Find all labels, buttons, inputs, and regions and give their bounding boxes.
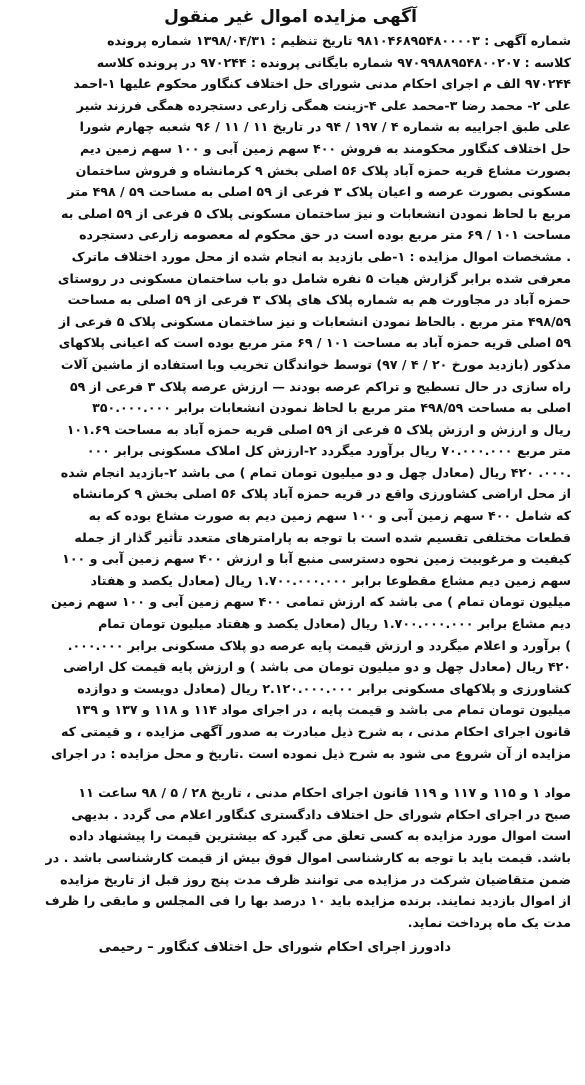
text-line: کیفیت و مرغوبیت زمین نحوه دسترسی منبع آبا و ارزش ۴۰۰ سهم زمین آبی و ۱۰۰ bbox=[62, 551, 571, 567]
text-line: حمزه آباد در مجاورت هم به شماره پلاک های پلاک ۳ فرعی از ۵۹ اصلی به مساحت bbox=[67, 292, 571, 308]
text-line: مساحت ۱۰۱ / ۶۹ متر مربع بوده است در حق محکوم له معصومه زارعی دستجرده bbox=[79, 227, 571, 243]
text-line: میلیون تومان تمام می باشد و قیمت پایه ، در اجرای مواد ۱۱۴ و ۱۱۸ و ۱۳۷ و ۱۳۹ bbox=[74, 702, 571, 718]
paragraph-gap bbox=[10, 764, 571, 782]
text-line: دیم مشاع برابر ۱.۷۰۰.۰۰۰.۰۰۰ ریال (معادل یکصد و هفتاد میلیون تومان تمام bbox=[98, 616, 571, 632]
text-line: کلاسه : ۹۷۰۹۹۸۸۹۵۴۸۰۰۲۰۷ شماره بایگانی پرونده : ۹۷۰۲۴۴ در پرونده کلاسه bbox=[96, 54, 571, 70]
text-line: مواد ۱ و ۱۱۵ و ۱۱۷ و ۱۱۹ قانون اجرای احکام مدنی ، تاریخ ۲۸ / ۵ / ۹۸ ساعت ۱۱ bbox=[78, 785, 571, 801]
text-line: باشد. قیمت باید با توجه به کارشناسی اموال فوق بیش از قیمت کارشناسی باشد . در bbox=[45, 849, 571, 865]
notice-title: آگهی مزایده اموال غیر منقول bbox=[164, 7, 417, 27]
text-line: ضمن متقاضیان شرکت در مزایده می توانند ظرف مدت پنج روز قبل از تاریخ مزایده bbox=[60, 871, 571, 887]
text-line: میلیون تومان تمام ) می باشد که ارزش تمامی ۴۰۰ سهم زمین آبی و ۱۰۰ سهم زمین bbox=[50, 594, 571, 610]
text-line: ) برآورد و اعلام میگردد و ارزش قیمت پایه عرصه دو پلاک مسکونی برابر ۰۰۰.۰۰۰. bbox=[67, 637, 571, 653]
text-line: کشاورزی و پلاکهای مسکونی برابر ۲.۱۲۰.۰۰۰.۰۰۰ ریال (معادل دویست و دوازده bbox=[77, 680, 571, 696]
text-line: که شامل ۴۰۰ سهم زمین آبی و ۱۰۰ سهم زمین دیم به صورت مشاع بوده که به bbox=[88, 508, 571, 524]
text-line: ۴۲۰ ریال (معادل چهل و دو میلیون تومان می باشد ) و ارزش پایه قیمت کل اراضی bbox=[63, 659, 571, 675]
text-line: است اموال مورد مزایده به کسی تعلق می گیرد که بیشترین قیمت را پیشنهاد داده bbox=[69, 828, 571, 844]
text-line: .۰۰۰. ۴۲۰ ریال (معادل چهل و دو میلیون تومان تمام ) می باشد ۲-بازدید انجام شده bbox=[60, 464, 571, 480]
text-line: مربع با لحاظ نمودن انشعابات و نیز ساختمان مسکونی پلاک ۵ فرعی از ۵۹ اصلی به bbox=[61, 205, 571, 221]
notice-paragraph-2 bbox=[10, 782, 571, 933]
text-line: مدت یک ماه پرداخت نماید. bbox=[407, 914, 571, 930]
text-line: ۵۹ اصلی قریه حمزه آباد به مساحت ۱۰۱ / ۶۹ متر مربع بوده است که اعیانی پلاکهای bbox=[58, 335, 571, 351]
text-line: قطعات مختلفی تقسیم شده است با توجه به پارامترهای متعدد تأثیر گذار از جمله bbox=[74, 529, 571, 545]
text-line: سهم زمین دیم مشاع مقطوعا برابر ۱.۷۰۰.۰۰۰.۰۰۰ ریال (معادل یکصد و هفتاد bbox=[90, 572, 571, 588]
text-line: قانون اجرای احکام مدنی ، به شرح ذیل مبادرت به صدور آگهی مزایده ، و قیمتی که bbox=[61, 724, 571, 739]
signature: دادورز اجرای احکام شورای حل اختلاف کنگاور – رحیمی bbox=[98, 940, 451, 956]
text-line: مسکونی بصورت عرصه و اعیان پلاک ۳ فرعی از ۵۹ اصلی به مساحت ۵۹ / ۴۹۸ متر bbox=[67, 184, 571, 200]
text-line: راه سازی در حال تسطیح و تراکم عرصه بودند — ارزش عرصه پلاک ۳ فرعی از ۵۹ bbox=[69, 378, 571, 394]
text-line: حل اختلاف کنگاور محکومند به فروش ۴۰۰ سهم زمین آبی و ۱۰۰ سهم زمین دیم bbox=[80, 140, 571, 156]
text-line: معرفی شده برابر گزارش هیات ۵ نفره شامل دو باب ساختمان مسکونی در روستای bbox=[57, 270, 571, 286]
text-line: ریال و ارزش و ارزش پلاک ۵ فرعی از ۵۹ اصلی قریه حمزه آباد به مساحت ۱۰۱.۶۹ bbox=[66, 421, 571, 437]
notice-paragraph-1 bbox=[10, 30, 571, 764]
text-line: ۴۹۸/۵۹ متر مربع . بالحاظ نمودن انشعابات و نیز ساختمان مسکونی پلاک ۵ فرعی از bbox=[58, 313, 571, 329]
text-line: اصلی به مساحت ۴۹۸/۵۹ متر مربع با لحاظ نمودن انشعابات برابر ۳۵۰.۰۰۰.۰۰۰ bbox=[92, 400, 571, 416]
text-line: مزایده از آن شروع می شود به شرح ذیل نموده است .تاریخ و محل مزایده : در اجرای bbox=[50, 745, 571, 761]
text-line: بصورت مشاع قریه حمزه آباد پلاک ۵۶ اصلی بخش ۹ کرمانشاه و فروش ساختمان bbox=[75, 162, 571, 178]
text-line: علی ۲- محمد رضا ۳-محمد علی ۴-زینت همگی زارعی دستجرده همگی فرزند شیر bbox=[76, 97, 571, 113]
text-line: صبح در اجرای احکام شورای حل اختلاف دادگستری کنگاور اعلام می گردد . بدیهی bbox=[71, 806, 571, 822]
text-line: ۹۷۰۲۴۴ الف م اجرای احکام مدنی شورای حل اختلاف کنگاور محکوم علیها ۱-احمد bbox=[73, 76, 571, 92]
text-line: از محل اراضی کشاورزی واقع در قریه حمزه آباد پلاک ۵۶ اصلی بخش ۹ کرمانشاه bbox=[72, 486, 571, 502]
text-line: علی طبق اجراییه به شماره ۴ / ۱۹۷ / ۹۴ در تاریخ ۱۱ / ۱۱ / ۹۶ شعبه چهارم شورا bbox=[79, 119, 571, 135]
text-line: مذکور (بازدید مورخ ۲۰ / ۴ / ۹۷) توسط خواندگان تخریب وبا استفاده از ماشین آلات bbox=[60, 356, 571, 372]
text-line: شماره آگهی : ۹۸۱۰۴۶۸۹۵۴۸۰۰۰۰۳ تاریخ تنظیم : ۱۳۹۸/۰۴/۳۱ شماره پرونده bbox=[107, 33, 571, 48]
text-line: متر مربع ۷۰.۰۰۰.۰۰۰ ریال برآورد میگردد ۲-ارزش کل املاک مسکونی برابر ۰۰۰ bbox=[86, 443, 571, 459]
text-line: از اموال بازدید نمایند. برنده مزایده باید ۱۰ درصد بها را فی المجلس و مابقی را ظرف bbox=[45, 893, 571, 909]
text-line: . مشخصات اموال مزایده : ۱-طی بازدید به انجام شده از محل مورد اختلاف ماترک bbox=[71, 248, 571, 264]
